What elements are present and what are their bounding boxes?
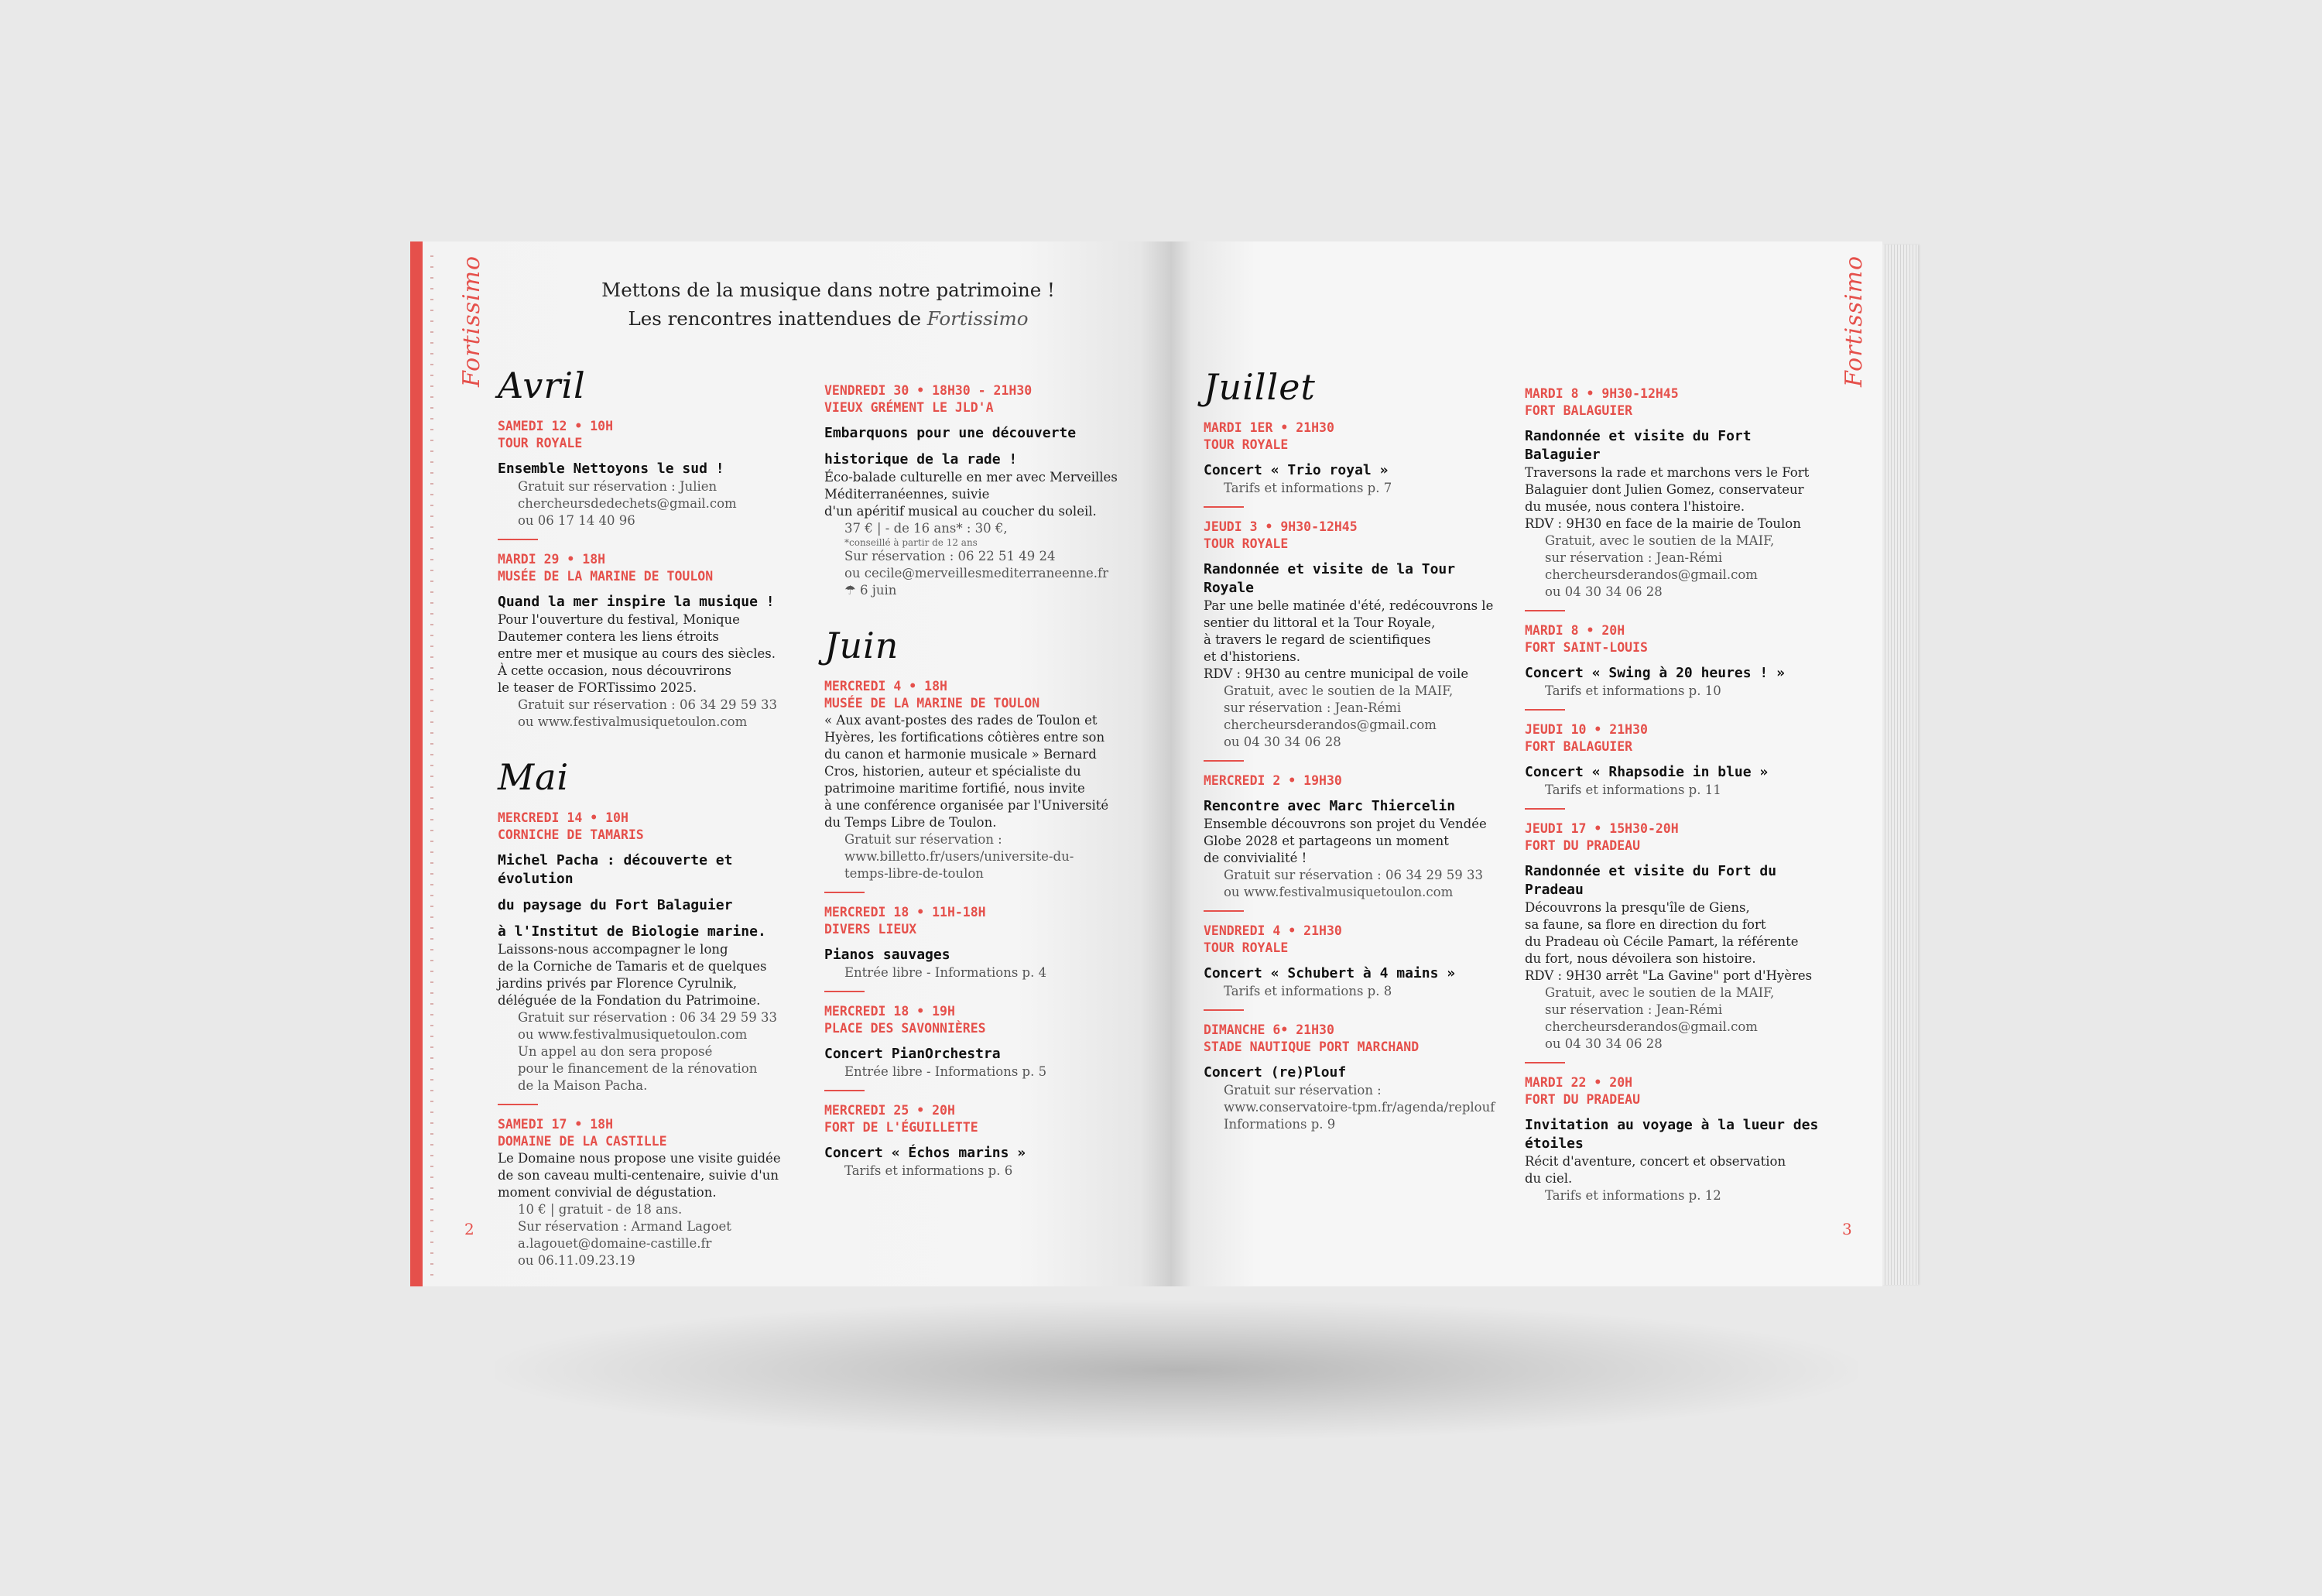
event-info: ou www.festivalmusiquetoulon.com bbox=[1224, 885, 1454, 899]
event-separator bbox=[1204, 760, 1244, 762]
event-date: MERCREDI 18 • 11H-18H bbox=[824, 905, 986, 920]
event-date: SAMEDI 17 • 18H bbox=[498, 1117, 614, 1132]
event-info: sur réservation : Jean-Rémi bbox=[1545, 550, 1723, 565]
event-date: MARDI 8 • 9H30-12H45 bbox=[1525, 386, 1679, 401]
event-title: à l'Institut de Biologie marine. bbox=[498, 923, 766, 940]
event-info: www.billetto.fr/users/universite-du- bbox=[844, 849, 1074, 864]
event-info: Entrée libre - Informations p. 4 bbox=[844, 965, 1047, 980]
event-title: Embarquons pour une découverte bbox=[824, 425, 1077, 441]
event-info: Un appel au don sera proposé bbox=[518, 1044, 713, 1059]
event-item bbox=[1204, 923, 1513, 1011]
event-item bbox=[1525, 1074, 1834, 1204]
event-separator bbox=[824, 1090, 865, 1091]
event-description: de son caveau multi-centenaire, suivie d'un bbox=[498, 1168, 779, 1183]
event-place: TOUR ROYALE bbox=[1204, 940, 1289, 955]
event-date: JEUDI 17 • 15H30-20H bbox=[1525, 821, 1679, 836]
event-title: Concert « Schubert à 4 mains » bbox=[1204, 965, 1456, 981]
event-info: Gratuit, avec le soutien de la MAIF, bbox=[1545, 533, 1775, 548]
header-line-1: Mettons de la musique dans notre patrimoine ! bbox=[601, 279, 1055, 301]
event-description: jardins privés par Florence Cyrulnik, bbox=[498, 976, 738, 991]
event-description: Récit d'aventure, concert et observation bbox=[1525, 1154, 1786, 1169]
event-info: chercheursderandos@gmail.com bbox=[1545, 567, 1758, 582]
event-item bbox=[824, 1003, 1149, 1091]
book-shadow bbox=[495, 1300, 1858, 1440]
event-place: DIVERS LIEUX bbox=[824, 922, 917, 937]
event-place: FORT BALAGUIER bbox=[1525, 403, 1633, 418]
event-info: Gratuit sur réservation : bbox=[1224, 1083, 1382, 1098]
event-separator bbox=[1204, 1009, 1244, 1011]
event-title: Concert PianOrchestra bbox=[824, 1046, 1001, 1062]
event-title: Randonnée et visite de la Tour Royale bbox=[1204, 561, 1456, 596]
event-description: du canon et harmonie musicale » Bernard bbox=[824, 747, 1097, 762]
event-place: FORT BALAGUIER bbox=[1525, 739, 1633, 754]
event-place: PLACE DES SAVONNIÈRES bbox=[824, 1021, 986, 1036]
block-spacer bbox=[824, 610, 1149, 624]
event-item bbox=[1204, 519, 1513, 762]
cover-edge-red bbox=[410, 241, 423, 1286]
event-info: 10 € | gratuit - de 18 ans. bbox=[518, 1202, 683, 1217]
event-title: Concert (re)Plouf bbox=[1204, 1064, 1347, 1081]
event-item bbox=[1525, 622, 1834, 711]
event-info: Tarifs et informations p. 12 bbox=[1545, 1188, 1721, 1203]
event-item bbox=[824, 904, 1149, 992]
event-item bbox=[498, 810, 807, 1105]
event-info: Entrée libre - Informations p. 5 bbox=[844, 1064, 1047, 1079]
event-date: MERCREDI 25 • 20H bbox=[824, 1103, 955, 1118]
event-description: Laissons-nous accompagner le long bbox=[498, 942, 728, 957]
event-description: Par une belle matinée d'été, redécouvrons le bbox=[1204, 598, 1494, 613]
header-line-2 bbox=[495, 304, 1161, 333]
event-description: Pour l'ouverture du festival, Monique bbox=[498, 612, 740, 627]
event-info: Gratuit sur réservation : Julien bbox=[518, 479, 717, 494]
event-description: entre mer et musique au cours des siècles. bbox=[498, 646, 776, 661]
event-date: MERCREDI 14 • 10H bbox=[498, 810, 628, 825]
event-date: MERCREDI 18 • 19H bbox=[824, 1004, 955, 1019]
event-place: STADE NAUTIQUE PORT MARCHAND bbox=[1204, 1039, 1420, 1054]
event-date: MARDI 29 • 18H bbox=[498, 552, 606, 567]
event-date: JEUDI 3 • 9H30-12H45 bbox=[1204, 519, 1358, 534]
event-info: ou 06.11.09.23.19 bbox=[518, 1253, 635, 1268]
event-description: patrimoine maritime fortifié, nous invite bbox=[824, 781, 1085, 796]
event-place: FORT SAINT-LOUIS bbox=[1525, 640, 1648, 655]
event-date: MARDI 1ER • 21H30 bbox=[1204, 420, 1334, 435]
event-item bbox=[1525, 820, 1834, 1063]
event-info: ou www.festivalmusiquetoulon.com bbox=[518, 714, 748, 729]
event-title: Quand la mer inspire la musique ! bbox=[498, 594, 775, 610]
event-info: sur réservation : Jean-Rémi bbox=[1545, 1002, 1723, 1017]
event-description: Découvrons la presqu'île de Giens, bbox=[1525, 900, 1750, 915]
event-title: Pianos sauvages bbox=[824, 947, 950, 963]
event-separator bbox=[824, 892, 865, 893]
event-info: Tarifs et informations p. 7 bbox=[1224, 481, 1392, 495]
event-title: Michel Pacha : découverte et évolution bbox=[498, 852, 733, 887]
event-description: Méditerranéennes, suivie bbox=[824, 487, 990, 502]
event-title: Randonnée et visite du Fort Balaguier bbox=[1525, 428, 1752, 463]
event-description: Le Domaine nous propose une visite guidée bbox=[498, 1151, 781, 1166]
page-edges bbox=[1882, 245, 1918, 1285]
event-info: de la Maison Pacha. bbox=[518, 1078, 648, 1093]
event-place: FORT DE L'ÉGUILLETTE bbox=[824, 1120, 978, 1135]
event-date: MARDI 22 • 20H bbox=[1525, 1075, 1633, 1090]
event-place: MUSÉE DE LA MARINE DE TOULON bbox=[824, 696, 1040, 711]
month-heading: Juin bbox=[824, 625, 899, 666]
event-info: Sur réservation : 06 22 51 49 24 bbox=[844, 549, 1056, 563]
event-title: historique de la rade ! bbox=[824, 451, 1018, 467]
column-1 bbox=[498, 364, 807, 1280]
month-heading: Avril bbox=[498, 365, 586, 406]
event-info: 37 € | - de 16 ans* : 30 €, bbox=[844, 521, 1008, 536]
event-date: MERCREDI 4 • 18H bbox=[824, 679, 947, 694]
header-brand: Fortissimo bbox=[926, 307, 1029, 330]
event-description: à une conférence organisée par l'Université bbox=[824, 798, 1109, 813]
event-info: Gratuit sur réservation : 06 34 29 59 33 bbox=[1224, 868, 1483, 882]
event-description: sentier du littoral et la Tour Royale, bbox=[1204, 615, 1436, 630]
event-description: moment convivial de dégustation. bbox=[498, 1185, 717, 1200]
event-info: Tarifs et informations p. 6 bbox=[844, 1163, 1013, 1178]
side-brand-right: Fortissimo bbox=[1841, 255, 1868, 387]
event-separator bbox=[498, 539, 538, 540]
event-info: ou cecile@merveillesmediterraneenne.fr bbox=[844, 566, 1108, 581]
column-4 bbox=[1525, 385, 1834, 1215]
event-description: de convivialité ! bbox=[1204, 851, 1307, 865]
event-description: déléguée de la Fondation du Patrimoine. bbox=[498, 993, 761, 1008]
month-heading: Juillet bbox=[1204, 366, 1316, 408]
event-description: du Temps Libre de Toulon. bbox=[824, 815, 997, 830]
event-info: ou 04 30 34 06 28 bbox=[1545, 584, 1663, 599]
event-info: Gratuit sur réservation : 06 34 29 59 33 bbox=[518, 1010, 777, 1025]
event-item bbox=[1204, 772, 1513, 912]
event-item bbox=[1204, 420, 1513, 508]
event-description: et d'historiens. bbox=[1204, 649, 1300, 664]
event-date: MARDI 8 • 20H bbox=[1525, 623, 1625, 638]
event-footnote: *conseillé à partir de 12 ans bbox=[844, 537, 978, 548]
event-info: a.lagouet@domaine-castille.fr bbox=[518, 1236, 712, 1251]
event-description: À cette occasion, nous découvrirons bbox=[498, 663, 731, 678]
event-description: le teaser de FORTissimo 2025. bbox=[498, 680, 697, 695]
event-info: www.conservatoire-tpm.fr/agenda/replouf bbox=[1224, 1100, 1495, 1115]
event-item bbox=[1204, 1022, 1513, 1133]
event-info: ou 04 30 34 06 28 bbox=[1545, 1036, 1663, 1051]
event-description: du musée, nous contera l'histoire. bbox=[1525, 499, 1745, 514]
event-title: Concert « Rhapsodie in blue » bbox=[1525, 764, 1769, 780]
month-heading: Mai bbox=[498, 756, 570, 798]
event-date: VENDREDI 4 • 21H30 bbox=[1204, 923, 1342, 938]
event-info: Tarifs et informations p. 11 bbox=[1545, 783, 1721, 797]
event-description: « Aux avant-postes des rades de Toulon et bbox=[824, 713, 1098, 728]
event-info: chercheursdedechets@gmail.com bbox=[518, 496, 737, 511]
event-description: du Pradeau où Cécile Pamart, la référente bbox=[1525, 934, 1799, 949]
event-info: Gratuit sur réservation : bbox=[844, 832, 1002, 847]
event-place: TOUR ROYALE bbox=[498, 436, 583, 450]
event-date: JEUDI 10 • 21H30 bbox=[1525, 722, 1648, 737]
event-place: DOMAINE DE LA CASTILLE bbox=[498, 1134, 667, 1149]
event-description: du ciel. bbox=[1525, 1171, 1573, 1186]
event-info: Gratuit, avec le soutien de la MAIF, bbox=[1224, 683, 1454, 698]
event-title: du paysage du Fort Balaguier bbox=[498, 897, 733, 913]
event-item bbox=[1525, 721, 1834, 810]
event-info: Gratuit, avec le soutien de la MAIF, bbox=[1545, 985, 1775, 1000]
event-description: de la Corniche de Tamaris et de quelques bbox=[498, 959, 767, 974]
event-title: Concert « Swing à 20 heures ! » bbox=[1525, 665, 1785, 681]
event-place: VIEUX GRÉMENT LE JLD'A bbox=[824, 400, 994, 415]
event-info: Tarifs et informations p. 8 bbox=[1224, 984, 1392, 998]
event-item bbox=[498, 551, 807, 731]
event-item bbox=[498, 418, 807, 540]
event-separator bbox=[824, 991, 865, 992]
event-place: FORT DU PRADEAU bbox=[1525, 1092, 1641, 1107]
event-info: chercheursderandos@gmail.com bbox=[1545, 1019, 1758, 1034]
event-date: VENDREDI 30 • 18H30 - 21H30 bbox=[824, 383, 1033, 398]
event-separator bbox=[1204, 910, 1244, 912]
event-separator bbox=[1525, 709, 1565, 711]
event-date: SAMEDI 12 • 10H bbox=[498, 419, 614, 433]
event-description: Dautemer contera les liens étroits bbox=[498, 629, 719, 644]
event-item bbox=[824, 1102, 1149, 1180]
event-place: FORT DU PRADEAU bbox=[1525, 838, 1641, 853]
event-place: MUSÉE DE LA MARINE DE TOULON bbox=[498, 569, 714, 584]
event-info: chercheursderandos@gmail.com bbox=[1224, 718, 1437, 732]
event-info: sur réservation : Jean-Rémi bbox=[1224, 700, 1402, 715]
event-title: Concert « Échos marins » bbox=[824, 1145, 1026, 1161]
event-title: Concert « Trio royal » bbox=[1204, 462, 1389, 478]
event-description: Hyères, les fortifications côtières entre son bbox=[824, 730, 1105, 745]
event-separator bbox=[498, 1104, 538, 1105]
event-date: DIMANCHE 6• 21H30 bbox=[1204, 1022, 1334, 1037]
column-2 bbox=[824, 382, 1149, 1190]
event-description: sa faune, sa flore en direction du fort bbox=[1525, 917, 1766, 932]
event-info: Informations p. 9 bbox=[1224, 1117, 1336, 1132]
event-place: TOUR ROYALE bbox=[1204, 437, 1289, 452]
event-place: CORNICHE DE TAMARIS bbox=[498, 827, 644, 842]
header-line-2-text: Les rencontres inattendues de bbox=[628, 307, 927, 330]
event-description: RDV : 9H30 en face de la mairie de Toulon bbox=[1525, 516, 1801, 531]
event-description: Balaguier dont Julien Gomez, conservateur bbox=[1525, 482, 1804, 497]
event-title: Invitation au voyage à la lueur des étoiles bbox=[1525, 1117, 1819, 1152]
event-info: ☂ 6 juin bbox=[844, 583, 897, 598]
page-number-right: 3 bbox=[1842, 1220, 1852, 1238]
event-separator bbox=[1525, 1062, 1565, 1063]
event-item bbox=[498, 1116, 807, 1269]
event-title: Rencontre avec Marc Thiercelin bbox=[1204, 798, 1456, 814]
event-separator bbox=[1525, 808, 1565, 810]
event-description: à travers le regard de scientifiques bbox=[1204, 632, 1431, 647]
event-item bbox=[1525, 385, 1834, 611]
event-info: pour le financement de la rénovation bbox=[518, 1061, 758, 1076]
event-description: Ensemble découvrons son projet du Vendée bbox=[1204, 817, 1487, 831]
event-description: RDV : 9H30 au centre municipal de voile bbox=[1204, 666, 1469, 681]
column-3 bbox=[1204, 365, 1513, 1144]
event-description: d'un apéritif musical au coucher du soleil. bbox=[824, 504, 1097, 519]
event-info: temps-libre-de-toulon bbox=[844, 866, 984, 881]
side-brand-left: Fortissimo bbox=[458, 255, 485, 387]
event-separator bbox=[1204, 506, 1244, 508]
dotted-rule bbox=[430, 255, 433, 1277]
page-header bbox=[495, 276, 1161, 333]
event-info: Tarifs et informations p. 10 bbox=[1545, 683, 1721, 698]
event-item bbox=[824, 382, 1149, 599]
event-description: Globe 2028 et partageons un moment bbox=[1204, 834, 1449, 848]
event-info: ou 06 17 14 40 96 bbox=[518, 513, 635, 528]
event-description: Cros, historien, auteur et spécialiste du bbox=[824, 764, 1081, 779]
event-separator bbox=[1525, 610, 1565, 611]
event-place: TOUR ROYALE bbox=[1204, 536, 1289, 551]
event-title: Ensemble Nettoyons le sud ! bbox=[498, 461, 724, 477]
event-title: Randonnée et visite du Fort du Pradeau bbox=[1525, 863, 1777, 898]
event-description: RDV : 9H30 arrêt "La Gavine" port d'Hyères bbox=[1525, 968, 1813, 983]
event-info: Sur réservation : Armand Lagoet bbox=[518, 1219, 731, 1234]
page-number-left: 2 bbox=[464, 1220, 474, 1238]
event-info: ou www.festivalmusiquetoulon.com bbox=[518, 1027, 748, 1042]
event-description: Éco-balade culturelle en mer avec Merveilles bbox=[824, 470, 1118, 485]
event-date: MERCREDI 2 • 19H30 bbox=[1204, 773, 1342, 788]
event-info: ou 04 30 34 06 28 bbox=[1224, 735, 1341, 749]
event-info: Gratuit sur réservation : 06 34 29 59 33 bbox=[518, 697, 777, 712]
event-description: du fort, nous dévoilera son histoire. bbox=[1525, 951, 1756, 966]
event-description: Traversons la rade et marchons vers le Fort bbox=[1525, 465, 1810, 480]
event-item bbox=[824, 678, 1149, 893]
block-spacer bbox=[498, 741, 807, 755]
